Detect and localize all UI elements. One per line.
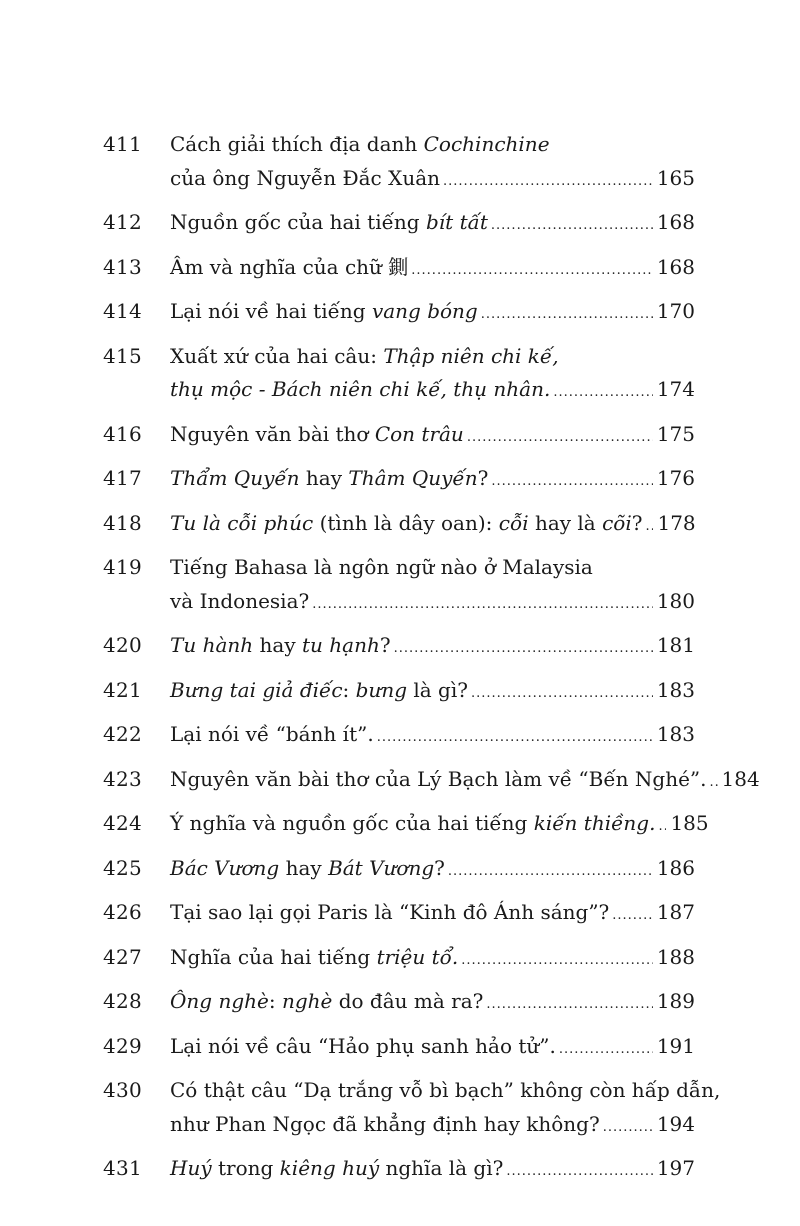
entry-number: 428 bbox=[103, 989, 143, 1013]
dot-leader bbox=[377, 721, 653, 755]
title-text: ? bbox=[434, 855, 445, 880]
toc-entry bbox=[103, 629, 695, 666]
entry-title bbox=[170, 551, 695, 621]
dot-leader bbox=[491, 209, 653, 243]
toc-entry bbox=[103, 206, 695, 243]
entry-title bbox=[170, 1152, 695, 1189]
title-text: nghĩa là gì? bbox=[379, 1156, 504, 1180]
title-text: hay bbox=[253, 633, 302, 657]
toc-entry bbox=[103, 674, 695, 711]
title-text: (tình là dây oan): bbox=[313, 510, 499, 535]
italic-term: cỗi bbox=[498, 510, 529, 535]
dot-leader bbox=[553, 376, 653, 410]
entry-number: 430 bbox=[103, 1078, 143, 1102]
entry-title-line bbox=[170, 1030, 695, 1067]
italic-term: Tu hành bbox=[170, 633, 254, 657]
entry-title-line bbox=[170, 1152, 695, 1189]
entry-number: 418 bbox=[103, 510, 143, 535]
entry-title bbox=[170, 852, 695, 889]
title-text: là gì? bbox=[407, 677, 468, 702]
dot-leader bbox=[467, 421, 653, 455]
entry-title-line bbox=[170, 941, 695, 978]
entry-title-line bbox=[170, 985, 695, 1022]
italic-term: Thập niên chi kế, bbox=[383, 343, 559, 368]
entry-title-text bbox=[170, 718, 374, 752]
italic-term: kiêng huý bbox=[279, 1156, 380, 1180]
entry-title-line bbox=[170, 1074, 721, 1108]
italic-term: Tu là cỗi phúc bbox=[170, 510, 314, 535]
dot-leader bbox=[645, 510, 653, 544]
entry-title-text bbox=[170, 585, 309, 619]
page-number: 168 bbox=[656, 210, 695, 234]
title-text: Ý nghĩa và nguồn gốc của hai tiếng bbox=[170, 811, 534, 835]
dot-leader bbox=[506, 1155, 652, 1189]
entry-title-line bbox=[170, 373, 695, 410]
entry-title-line bbox=[170, 585, 695, 622]
entry-number: 413 bbox=[103, 254, 143, 279]
toc-entry bbox=[103, 1152, 695, 1189]
entry-title-line bbox=[170, 896, 695, 933]
entry-title-line bbox=[170, 763, 760, 800]
entry-number: 431 bbox=[103, 1156, 143, 1180]
dot-leader bbox=[481, 298, 653, 332]
entry-title-text bbox=[170, 251, 408, 285]
entry-number: 419 bbox=[103, 555, 143, 579]
italic-term: kiến thiềng. bbox=[533, 811, 656, 835]
entry-title-text bbox=[170, 418, 464, 452]
entry-title-text bbox=[170, 462, 488, 496]
title-text: Nghĩa của hai tiếng bbox=[170, 944, 377, 969]
italic-term: triệu tổ. bbox=[376, 944, 459, 969]
toc-entry bbox=[103, 896, 695, 933]
toc-entry bbox=[103, 418, 695, 455]
title-text: Lại nói về “bánh ít”. bbox=[170, 722, 374, 746]
entry-title-line bbox=[170, 718, 695, 755]
entry-title-text bbox=[170, 206, 488, 240]
title-text: Nguyên văn bài thơ của Lý Bạch làm về “Bến Nghé”. bbox=[170, 766, 707, 791]
page-number: 191 bbox=[656, 1033, 695, 1058]
italic-term: Con trâu bbox=[374, 421, 464, 446]
italic-term: nghè bbox=[281, 989, 333, 1013]
entry-title-line bbox=[170, 507, 695, 544]
italic-term: tu hạnh bbox=[301, 633, 380, 657]
title-text: của ông Nguyễn Đắc Xuân bbox=[170, 165, 441, 190]
dot-leader bbox=[448, 855, 653, 889]
entry-title-line bbox=[170, 162, 695, 199]
italic-term: Thẩm Quyến bbox=[170, 466, 300, 490]
entry-number: 429 bbox=[103, 1033, 143, 1058]
toc-entry bbox=[103, 1074, 721, 1144]
title-text: trong bbox=[211, 1156, 280, 1180]
italic-term: Ông nghè bbox=[170, 989, 269, 1013]
entry-title-text bbox=[170, 1152, 503, 1186]
page-number: 188 bbox=[656, 944, 695, 969]
title-text: Lại nói về hai tiếng bbox=[170, 299, 372, 323]
toc-entry bbox=[103, 852, 695, 889]
dot-leader bbox=[491, 465, 652, 499]
entry-number: 420 bbox=[103, 633, 143, 657]
entry-title bbox=[170, 674, 695, 711]
page-number: 181 bbox=[656, 633, 695, 657]
page-number: 197 bbox=[656, 1156, 695, 1180]
table-of-contents bbox=[103, 128, 760, 1197]
entry-title bbox=[170, 896, 695, 933]
entry-title-text bbox=[170, 162, 440, 196]
entry-title bbox=[170, 1030, 695, 1067]
entry-title-line bbox=[170, 852, 695, 889]
entry-title-line bbox=[170, 206, 695, 243]
entry-title-line bbox=[170, 551, 695, 585]
entry-title-text bbox=[170, 852, 445, 886]
page-number: 165 bbox=[656, 165, 695, 190]
entry-title-text bbox=[170, 1030, 556, 1064]
page-number: 175 bbox=[656, 421, 695, 446]
entry-number: 423 bbox=[103, 766, 143, 791]
italic-term: Bưng tai giả điếc bbox=[170, 677, 343, 702]
entry-title-line bbox=[170, 1108, 695, 1145]
title-text: Nguồn gốc của hai tiếng bbox=[170, 210, 426, 234]
entry-number: 412 bbox=[103, 210, 143, 234]
dot-leader bbox=[486, 988, 652, 1022]
title-text: Xuất xứ của hai câu: bbox=[170, 343, 384, 368]
dot-leader bbox=[471, 677, 653, 711]
entry-title bbox=[170, 807, 709, 844]
entry-number: 422 bbox=[103, 722, 143, 746]
entry-title bbox=[170, 629, 695, 666]
title-text: hay là bbox=[528, 510, 603, 535]
entry-number: 417 bbox=[103, 466, 143, 490]
toc-entry bbox=[103, 718, 695, 755]
entry-title-text bbox=[170, 674, 468, 708]
title-text: hay bbox=[279, 855, 329, 880]
entry-title bbox=[170, 128, 695, 198]
entry-number: 425 bbox=[103, 855, 143, 880]
italic-term: Cochinchine bbox=[423, 132, 550, 156]
toc-entry bbox=[103, 340, 695, 410]
toc-entry bbox=[103, 251, 695, 288]
entry-number: 416 bbox=[103, 421, 143, 446]
entry-title-text bbox=[170, 985, 483, 1019]
dot-leader bbox=[710, 766, 718, 800]
entry-number: 427 bbox=[103, 944, 143, 969]
page-number: 176 bbox=[656, 466, 695, 490]
entry-title bbox=[170, 206, 695, 243]
entry-number: 421 bbox=[103, 677, 143, 702]
entry-title-line bbox=[170, 462, 695, 499]
entry-title-text bbox=[170, 941, 458, 975]
toc-entry bbox=[103, 763, 760, 800]
entry-title bbox=[170, 941, 695, 978]
dot-leader bbox=[394, 632, 653, 666]
page-number: 189 bbox=[656, 989, 695, 1013]
dot-leader bbox=[312, 588, 653, 622]
italic-term: cõi bbox=[602, 510, 632, 535]
entry-number: 426 bbox=[103, 900, 143, 924]
entry-title-line bbox=[170, 128, 695, 162]
dot-leader bbox=[461, 944, 653, 978]
entry-number: 414 bbox=[103, 299, 143, 323]
entry-title bbox=[170, 340, 695, 410]
title-text: Cách giải thích địa danh bbox=[170, 132, 424, 156]
title-text: Lại nói về câu “Hảo phụ sanh hảo tử”. bbox=[170, 1033, 556, 1058]
entry-title bbox=[170, 418, 695, 455]
italic-term: Thâm Quyến bbox=[348, 466, 478, 490]
page-number: 170 bbox=[656, 299, 695, 323]
page-number: 168 bbox=[656, 254, 695, 279]
page-number: 183 bbox=[656, 722, 695, 746]
dot-leader bbox=[443, 165, 653, 199]
title-text: : bbox=[268, 989, 282, 1013]
toc-entry bbox=[103, 551, 695, 621]
entry-title bbox=[170, 718, 695, 755]
page-number: 186 bbox=[656, 855, 695, 880]
entry-title bbox=[170, 763, 760, 800]
entry-title-line bbox=[170, 340, 695, 374]
toc-entry bbox=[103, 985, 695, 1022]
italic-term: Huý bbox=[170, 1156, 212, 1180]
page-number: 194 bbox=[656, 1111, 695, 1136]
page-number: 183 bbox=[656, 677, 695, 702]
entry-title bbox=[170, 507, 695, 544]
entry-title-text bbox=[170, 295, 478, 329]
page-number: 187 bbox=[656, 900, 695, 924]
page-number: 184 bbox=[721, 766, 760, 791]
entry-title-line bbox=[170, 251, 695, 288]
dot-leader bbox=[559, 1033, 653, 1067]
title-text: Tại sao lại gọi Paris là “Kinh đô Ánh sáng”? bbox=[170, 900, 610, 924]
toc-entry bbox=[103, 941, 695, 978]
entry-title bbox=[170, 985, 695, 1022]
page-number: 178 bbox=[657, 510, 696, 535]
toc-entry bbox=[103, 807, 709, 844]
italic-term: Bác Vương bbox=[170, 855, 280, 880]
entry-title bbox=[170, 1074, 721, 1144]
entry-title-text bbox=[170, 373, 550, 407]
italic-term: Bát Vương bbox=[328, 855, 435, 880]
italic-term: bít tất bbox=[425, 210, 488, 234]
dot-leader bbox=[411, 254, 653, 288]
title-text: Nguyên văn bài thơ bbox=[170, 421, 375, 446]
entry-title-line bbox=[170, 807, 709, 844]
title-text: Âm và nghĩa của chữ 鍘 bbox=[170, 254, 409, 279]
toc-entry bbox=[103, 462, 695, 499]
entry-title bbox=[170, 295, 695, 332]
entry-number: 411 bbox=[103, 132, 143, 156]
entry-title-text bbox=[170, 896, 609, 930]
entry-title-text bbox=[170, 1108, 600, 1142]
page-number: 174 bbox=[656, 377, 695, 401]
title-text: và Indonesia? bbox=[170, 588, 310, 613]
entry-number: 415 bbox=[103, 343, 143, 368]
entry-title-text bbox=[170, 763, 707, 797]
italic-term: thụ mộc - Bách niên chi kế, thụ nhân. bbox=[170, 377, 551, 401]
page-number: 185 bbox=[670, 811, 709, 835]
entry-number: 424 bbox=[103, 811, 143, 835]
entry-title-line bbox=[170, 674, 695, 711]
title-text: Có thật câu “Dạ trắng vỗ bì bạch” không còn hấp dẫn, bbox=[170, 1078, 721, 1102]
entry-title-line bbox=[170, 629, 695, 666]
toc-entry bbox=[103, 295, 695, 332]
entry-title-text bbox=[170, 629, 391, 663]
entry-title bbox=[170, 251, 695, 288]
title-text: như Phan Ngọc đã khẳng định hay không? bbox=[170, 1111, 600, 1136]
title-text: ? bbox=[631, 510, 643, 535]
page-number: 180 bbox=[656, 588, 695, 613]
dot-leader bbox=[658, 810, 666, 844]
entry-title bbox=[170, 462, 695, 499]
title-text: ? bbox=[477, 466, 489, 490]
toc-entry bbox=[103, 1030, 695, 1067]
entry-title-line bbox=[170, 295, 695, 332]
toc-entry bbox=[103, 128, 695, 198]
entry-title-line bbox=[170, 418, 695, 455]
entry-title-text bbox=[170, 507, 642, 541]
dot-leader bbox=[603, 1111, 653, 1145]
dot-leader bbox=[612, 899, 653, 933]
entry-title-text bbox=[170, 807, 655, 841]
title-text: do đâu mà ra? bbox=[332, 989, 484, 1013]
italic-term: vang bóng bbox=[371, 299, 478, 323]
italic-term: bưng bbox=[355, 677, 408, 702]
title-text: ? bbox=[379, 633, 391, 657]
title-text: : bbox=[342, 677, 356, 702]
title-text: hay bbox=[299, 466, 349, 490]
title-text: Tiếng Bahasa là ngôn ngữ nào ở Malaysia bbox=[170, 555, 593, 579]
toc-entry bbox=[103, 507, 695, 544]
